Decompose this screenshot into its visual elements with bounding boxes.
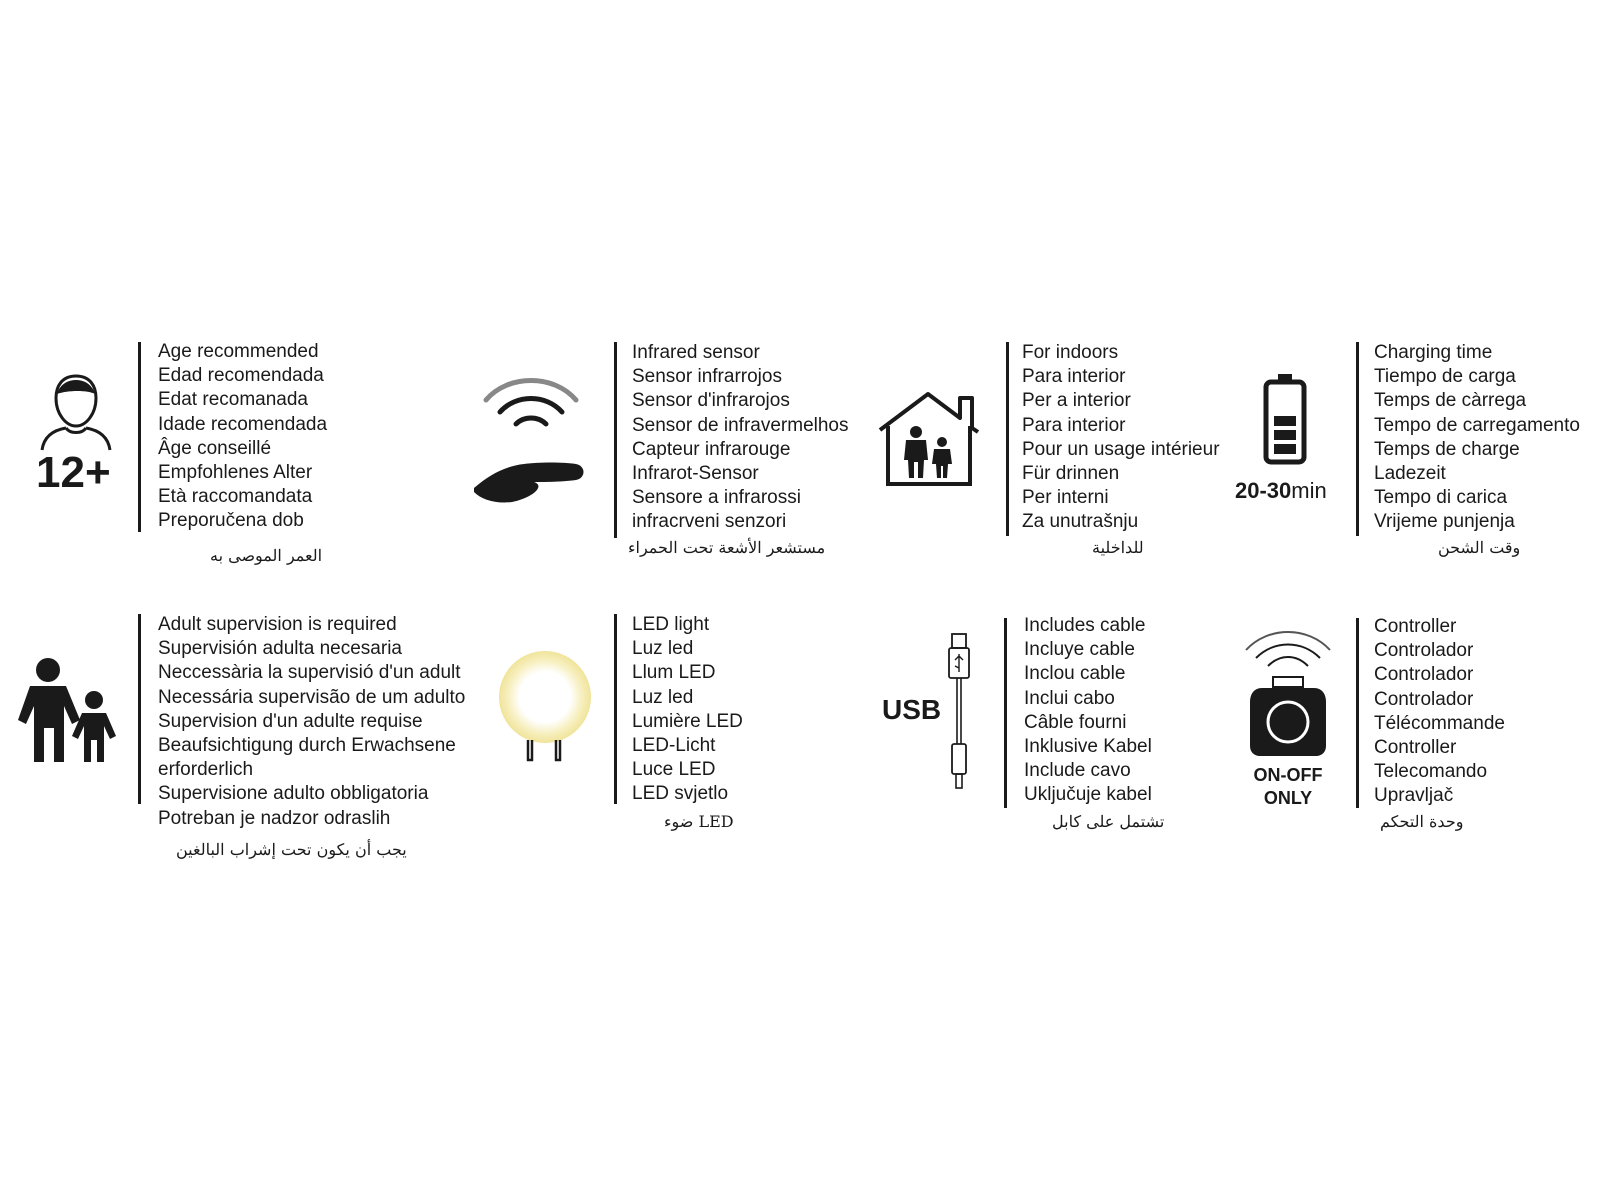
- text-line: Za unutrašnju: [1022, 511, 1139, 533]
- adult-child-icon: [16, 658, 118, 764]
- text-line: Télécommande: [1374, 712, 1505, 734]
- led-text-list: [632, 613, 743, 807]
- text-line: Beaufsichtigung durch Erwachsene: [158, 735, 456, 757]
- text-line: Inclou cable: [1024, 663, 1126, 685]
- charging-time-value: [1235, 478, 1327, 504]
- text-line: LED light: [632, 614, 710, 635]
- text-line: Idade recomendada: [158, 413, 328, 435]
- text-line: Includes cable: [1024, 615, 1146, 636]
- text-line: Vrijeme punjenja: [1374, 511, 1515, 533]
- text-line: Inklusive Kabel: [1024, 736, 1152, 758]
- text-line: Tempo di carica: [1374, 487, 1508, 509]
- text-line: For indoors: [1022, 342, 1119, 363]
- text-line: Include cavo: [1024, 760, 1131, 782]
- arabic-text: للداخلية: [1092, 538, 1144, 557]
- text-line: Sensor de infravermelhos: [632, 414, 849, 436]
- text-line: Supervisione adulto obbligatoria: [158, 783, 429, 805]
- text-line: Tiempo de carga: [1374, 366, 1516, 388]
- arabic-text: العمر الموصى به: [210, 546, 323, 565]
- text-line: erforderlich: [158, 759, 254, 781]
- arabic-text: مستشعر الأشعة تحت الحمراء: [628, 538, 826, 557]
- text-line: Controlador: [1374, 664, 1474, 686]
- text-line: Llum LED: [632, 662, 716, 684]
- text-line: Sensore a infrarossi: [632, 487, 801, 509]
- text-line: Upravljač: [1374, 785, 1454, 807]
- divider: [138, 614, 141, 804]
- text-line: Temps de càrrega: [1374, 390, 1527, 412]
- divider: [614, 614, 617, 804]
- text-line: Tempo de carregamento: [1374, 414, 1580, 436]
- infrared-text-list: [632, 341, 849, 535]
- text-line: Luz led: [632, 686, 694, 708]
- controller-text-list: [1374, 615, 1505, 809]
- text-line: Supervisión adulta necesaria: [158, 638, 402, 660]
- text-line: Für drinnen: [1022, 463, 1120, 485]
- text-line: Inclui cabo: [1024, 687, 1115, 709]
- text-line: Controlador: [1374, 640, 1474, 662]
- text-line: Età raccomandata: [158, 486, 313, 508]
- arabic-text: تشتمل على كابل: [1052, 812, 1165, 831]
- arabic-text: LED ضوء: [664, 812, 734, 831]
- hand-sensor-icon: [472, 370, 590, 510]
- text-line: Empfohlenes Alter: [158, 462, 313, 484]
- text-line: Potreban je nadzor odraslih: [158, 807, 391, 829]
- text-line: Incluye cable: [1024, 639, 1135, 661]
- person-bust-icon: [38, 370, 114, 452]
- badge-line: ON-OFF: [1253, 765, 1323, 785]
- text-line: Adult supervision is required: [158, 614, 397, 635]
- divider: [1356, 618, 1359, 808]
- text-line: Infrared sensor: [632, 342, 760, 363]
- text-line: Per interni: [1022, 487, 1109, 509]
- text-line: Preporučena dob: [158, 510, 304, 532]
- divider: [1006, 342, 1009, 536]
- text-line: Controlador: [1374, 688, 1474, 710]
- charging-time-range: 20-30: [1235, 478, 1292, 503]
- text-line: Para interior: [1022, 366, 1126, 388]
- led-bulb-icon: [494, 648, 596, 766]
- text-line: Per a interior: [1022, 390, 1131, 412]
- text-line: Âge conseillé: [158, 437, 272, 459]
- house-family-icon: [874, 390, 982, 490]
- text-line: Controller: [1374, 737, 1457, 759]
- text-line: Age recommended: [158, 341, 319, 362]
- text-line: Neccessària la supervisió d'un adult: [158, 662, 461, 684]
- text-line: Câble fourni: [1024, 711, 1127, 733]
- usb-label: USB: [882, 694, 942, 725]
- remote-controller-icon: [1240, 620, 1336, 756]
- text-line: Para interior: [1022, 414, 1126, 436]
- text-line: LED svjetlo: [632, 783, 729, 805]
- age-text-list: [158, 340, 327, 534]
- usb-text-list: [1024, 614, 1152, 808]
- text-line: Edat recomanada: [158, 389, 308, 411]
- text-line: Telecomando: [1374, 761, 1488, 783]
- text-line: Sensor d'infrarojos: [632, 390, 790, 412]
- text-line: Necessária supervisão de um adulto: [158, 686, 466, 708]
- text-line: LED-Licht: [632, 735, 716, 757]
- text-line: Luce LED: [632, 759, 716, 781]
- text-line: Pour un usage intérieur: [1022, 438, 1220, 460]
- text-line: Charging time: [1374, 342, 1493, 363]
- divider: [138, 342, 141, 532]
- text-line: Supervision d'un adulte requise: [158, 710, 423, 732]
- age-badge: 12+: [36, 448, 111, 497]
- on-off-only-badge: [1243, 764, 1333, 810]
- arabic-text: يجب أن يكون تحت إشراب البالغين: [176, 840, 407, 859]
- divider: [614, 342, 617, 538]
- text-line: Infrarot-Sensor: [632, 463, 759, 485]
- charging-time-unit: min: [1291, 478, 1327, 503]
- text-line: Capteur infrarouge: [632, 438, 791, 460]
- arabic-text: وقت الشحن: [1438, 538, 1521, 557]
- text-line: Lumière LED: [632, 710, 743, 732]
- text-line: Sensor infrarrojos: [632, 366, 782, 388]
- divider: [1004, 618, 1007, 808]
- text-line: Controller: [1374, 616, 1457, 637]
- indoor-text-list: [1022, 341, 1220, 535]
- text-line: Ladezeit: [1374, 463, 1446, 485]
- charging-text-list: [1374, 341, 1580, 535]
- supervision-text-list: [158, 613, 465, 831]
- divider: [1356, 342, 1359, 536]
- text-line: Edad recomendada: [158, 365, 324, 387]
- text-line: Luz led: [632, 638, 694, 660]
- badge-line: ONLY: [1263, 788, 1313, 808]
- arabic-text: وحدة التحكم: [1380, 812, 1464, 831]
- text-line: Uključuje kabel: [1024, 784, 1152, 806]
- text-line: infracrveni senzori: [632, 511, 787, 533]
- battery-icon: [1262, 372, 1308, 466]
- usb-cable-icon: [946, 632, 972, 792]
- text-line: Temps de charge: [1374, 438, 1520, 460]
